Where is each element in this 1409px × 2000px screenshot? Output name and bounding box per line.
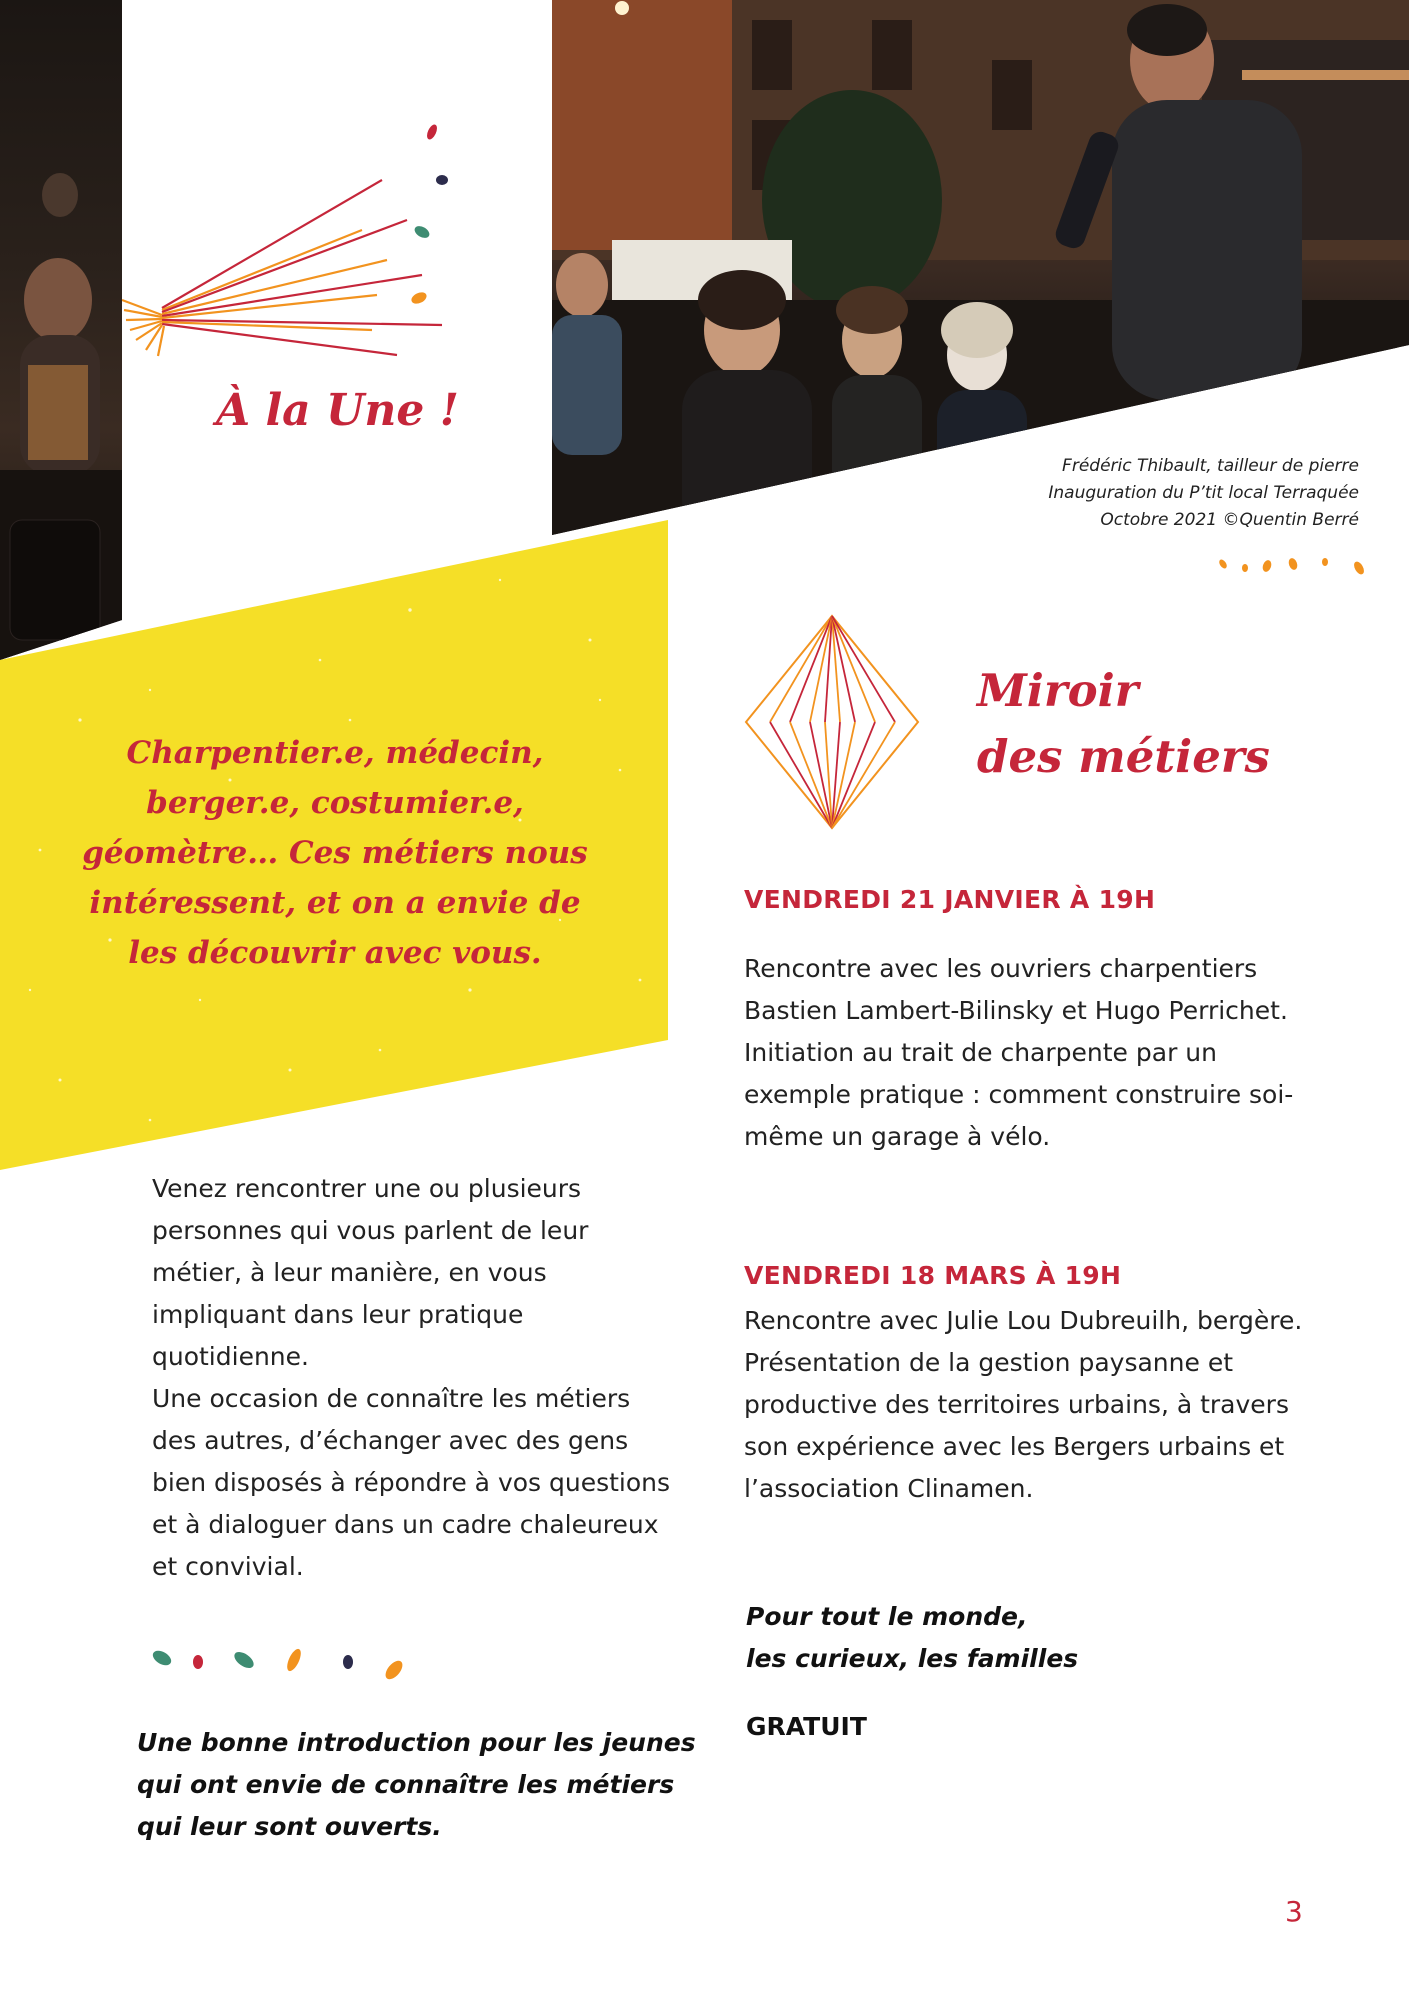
event-paragraph: Rencontre avec les ouvriers charpentiers Bastien Lambert-Bilinsky et Hugo Perrichet. bbox=[744, 954, 1288, 1025]
event-description bbox=[744, 1300, 1304, 1510]
intro-text bbox=[152, 1168, 672, 1588]
audience-line: les curieux, les familles bbox=[746, 1644, 1079, 1673]
closing-note: Une bonne introduction pour les jeunes qui ont envie de connaître les métiers qui leur sont ouverts. bbox=[137, 1728, 696, 1841]
section-title-line: Miroir bbox=[977, 664, 1139, 717]
caption-line: Octobre 2021 ©Quentin Berré bbox=[1100, 510, 1359, 530]
event-paragraph: Initiation au trait de charpente par un exemple pratique : comment construire soi-même un garage à vélo. bbox=[744, 1038, 1294, 1151]
diamond-icon bbox=[740, 610, 925, 835]
photo-caption bbox=[1048, 453, 1359, 534]
section-title bbox=[977, 658, 1270, 790]
confetti-dots-icon bbox=[1215, 552, 1375, 582]
page-number: 3 bbox=[1285, 1895, 1303, 1928]
caption-line: Frédéric Thibault, tailleur de pierre bbox=[1062, 456, 1359, 476]
event-date: VENDREDI 21 JANVIER À 19H bbox=[744, 885, 1156, 914]
section-title-line: des métiers bbox=[977, 730, 1270, 783]
event-paragraph: Présentation de la gestion paysanne et productive des territoires urbains, à travers son expérience avec les Bergers urbains et l’association Clinamen. bbox=[744, 1348, 1289, 1503]
audience-line: Pour tout le monde, bbox=[746, 1602, 1028, 1631]
event-paragraph: Rencontre avec Julie Lou Dubreuilh, bergère. bbox=[744, 1306, 1303, 1335]
event-description bbox=[744, 948, 1304, 1158]
caption-line: Inauguration du P’tit local Terraquée bbox=[1048, 483, 1359, 503]
intro-paragraph: Venez rencontrer une ou plusieurs personnes qui vous parlent de leur métier, à leur manière, en vous impliquant dans leur pratique quotidienne. bbox=[152, 1174, 589, 1371]
confetti-row-icon bbox=[148, 1640, 418, 1690]
event-date: VENDREDI 18 MARS À 19H bbox=[744, 1261, 1122, 1290]
intro-paragraph: Une occasion de connaître les métiers des autres, d’échanger avec des gens bien disposés à répondre à vos questions et à dialoguer dans un cadre chaleureux et convivial. bbox=[152, 1384, 671, 1581]
pull-quote: Charpentier.e, médecin, berger.e, costumier.e, géomètre… Ces métiers nous intéressent, et on a envie de les découvrir avec vous. bbox=[82, 735, 588, 971]
page-title: À la Une ! bbox=[216, 385, 459, 436]
audience-photo-left-scene bbox=[0, 0, 122, 660]
audience-note bbox=[746, 1596, 1078, 1680]
audience-photo-left bbox=[0, 0, 122, 660]
firework-burst-icon bbox=[122, 110, 452, 370]
price-label: GRATUIT bbox=[746, 1712, 867, 1741]
title-panel bbox=[122, 0, 552, 620]
